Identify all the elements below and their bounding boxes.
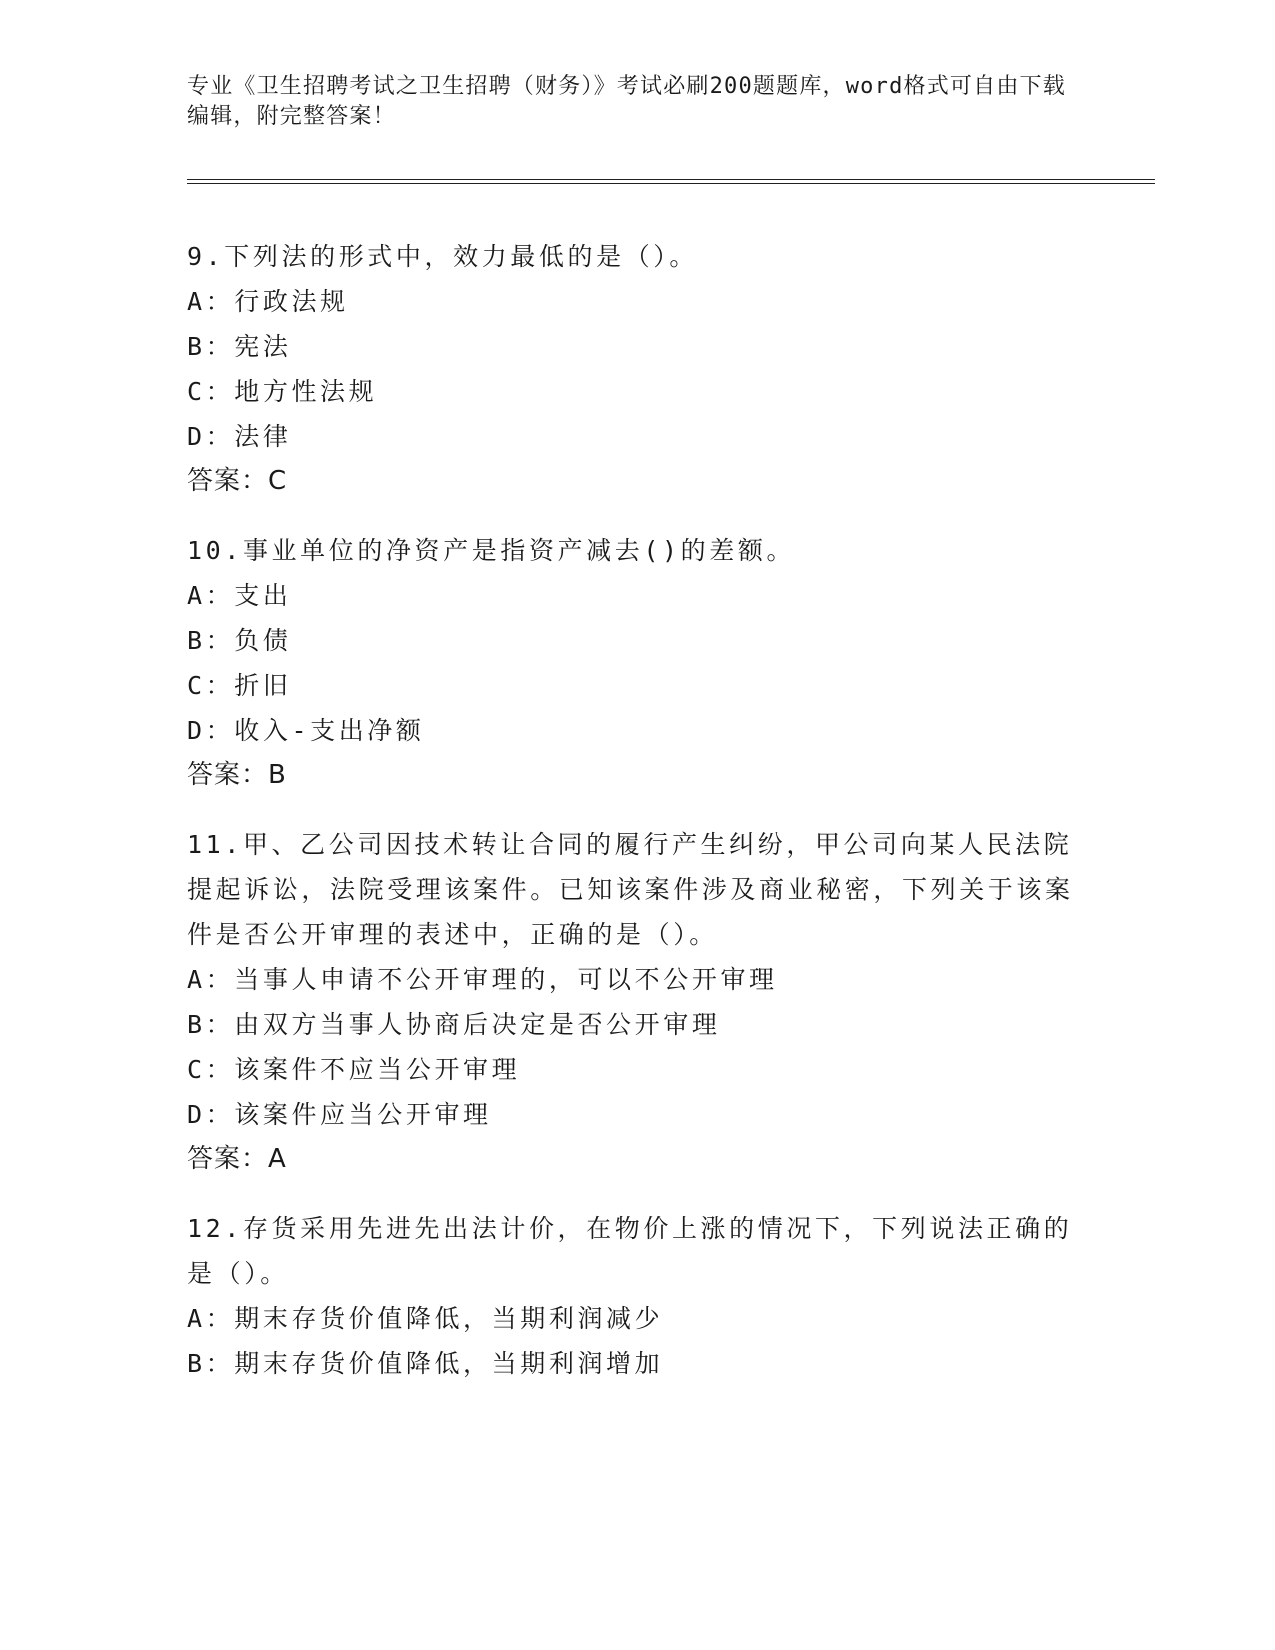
option-a: A：行政法规 [187,287,349,316]
question-stem: 9.下列法的形式中，效力最低的是（）。 [187,242,699,271]
question-stem: 10.事业单位的净资产是指资产减去()的差额。 [187,536,796,565]
answer-line: 答案：A [187,1144,287,1174]
question-9 [187,234,1087,504]
option-b: B：宪法 [187,332,292,361]
answer-line: 答案：B [187,760,287,790]
option-c: C：地方性法规 [187,377,378,406]
question-10 [187,528,1087,798]
option-b: B：由双方当事人协商后决定是否公开审理 [187,1010,721,1039]
question-stem: 12.存货采用先进先出法计价，在物价上涨的情况下，下列说法正确的是（）。 [187,1214,1073,1288]
option-d: D：收入-支出净额 [187,716,425,745]
header-divider-bottom [187,183,1155,184]
option-b: B：期末存货价值降低，当期利润增加 [187,1349,664,1378]
option-a: A：支出 [187,581,292,610]
document-intro: 专业《卫生招聘考试之卫生招聘（财务）》考试必刷200题题库，word格式可自由下载编辑，附完整答案！ [187,74,1066,129]
header-divider-top [187,179,1155,180]
question-list [187,234,1087,1410]
question-12 [187,1206,1087,1386]
option-d: D：该案件应当公开审理 [187,1100,492,1129]
option-a: A：当事人申请不公开审理的，可以不公开审理 [187,965,778,994]
question-11 [187,822,1087,1182]
answer-line: 答案：C [187,466,288,496]
question-stem: 11.甲、乙公司因技术转让合同的履行产生纠纷，甲公司向某人民法院提起诉讼，法院受理该案件。已知该案件涉及商业秘密，下列关于该案件是否公开审理的表述中，正确的是（）。 [187,830,1074,949]
option-d: D：法律 [187,422,292,451]
option-b: B：负债 [187,626,292,655]
option-c: C：该案件不应当公开审理 [187,1055,521,1084]
option-c: C：折旧 [187,671,292,700]
option-a: A：期末存货价值降低，当期利润减少 [187,1304,664,1333]
